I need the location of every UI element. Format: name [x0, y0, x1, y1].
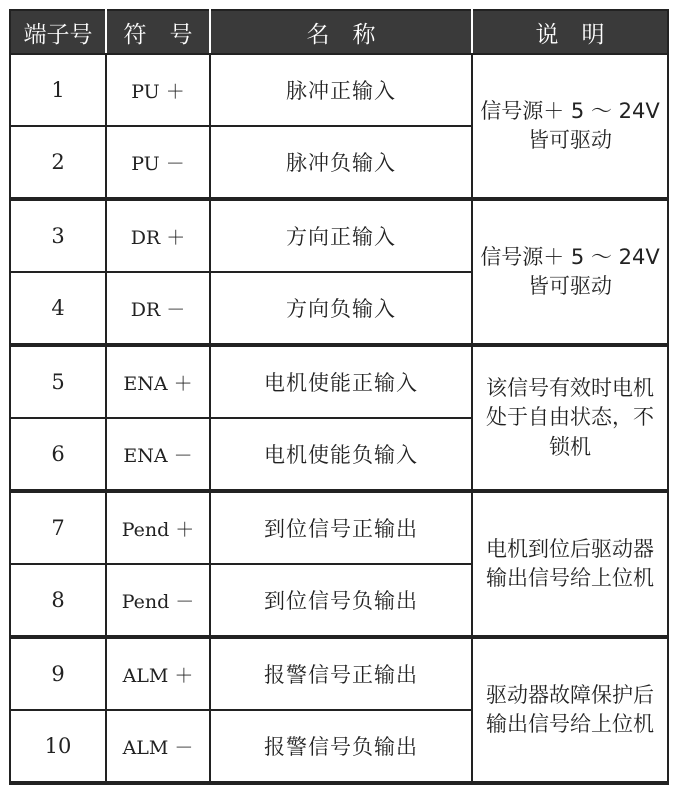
terminal-number: 7	[10, 491, 106, 564]
table-row	[10, 491, 668, 564]
terminal-table-wrapper	[9, 9, 667, 785]
terminal-symbol: PU －	[106, 126, 210, 199]
terminal-number: 6	[10, 418, 106, 491]
terminal-number: 3	[10, 199, 106, 272]
terminal-table	[9, 9, 669, 785]
terminal-symbol: ALM －	[106, 710, 210, 783]
terminal-symbol: Pend －	[106, 564, 210, 637]
terminal-name: 电机使能正输入	[210, 345, 472, 418]
header-symbol: 符 号	[106, 10, 210, 54]
terminal-name: 报警信号正输出	[210, 637, 472, 710]
terminal-number: 8	[10, 564, 106, 637]
table-row	[10, 345, 668, 418]
terminal-name: 脉冲负输入	[210, 126, 472, 199]
header-description: 说 明	[472, 10, 668, 54]
terminal-symbol: ENA －	[106, 418, 210, 491]
table-row	[10, 54, 668, 126]
terminal-symbol: Pend ＋	[106, 491, 210, 564]
terminal-name: 到位信号负输出	[210, 564, 472, 637]
terminal-number: 4	[10, 272, 106, 345]
terminal-name: 脉冲正输入	[210, 54, 472, 126]
terminal-symbol: DR －	[106, 272, 210, 345]
terminal-number: 9	[10, 637, 106, 710]
terminal-note: 该信号有效时电机处于自由状态，不锁机	[472, 345, 668, 491]
terminal-number: 2	[10, 126, 106, 199]
table-header-row	[10, 10, 668, 54]
header-name: 名 称	[210, 10, 472, 54]
terminal-number: 5	[10, 345, 106, 418]
terminal-note: 电机到位后驱动器输出信号给上位机	[472, 491, 668, 637]
table-row	[10, 199, 668, 272]
header-terminal-number: 端子号	[10, 10, 106, 54]
terminal-symbol: ALM ＋	[106, 637, 210, 710]
terminal-number: 1	[10, 54, 106, 126]
terminal-name: 电机使能负输入	[210, 418, 472, 491]
terminal-symbol: ENA ＋	[106, 345, 210, 418]
terminal-name: 报警信号负输出	[210, 710, 472, 783]
terminal-note: 信号源＋ 5 ～ 24V 皆可驱动	[472, 199, 668, 345]
terminal-name: 方向正输入	[210, 199, 472, 272]
terminal-note: 信号源＋ 5 ～ 24V 皆可驱动	[472, 54, 668, 199]
terminal-symbol: DR ＋	[106, 199, 210, 272]
terminal-name: 到位信号正输出	[210, 491, 472, 564]
terminal-note: 驱动器故障保护后输出信号给上位机	[472, 637, 668, 783]
terminal-number: 10	[10, 710, 106, 783]
terminal-symbol: PU ＋	[106, 54, 210, 126]
terminal-name: 方向负输入	[210, 272, 472, 345]
table-row	[10, 637, 668, 710]
